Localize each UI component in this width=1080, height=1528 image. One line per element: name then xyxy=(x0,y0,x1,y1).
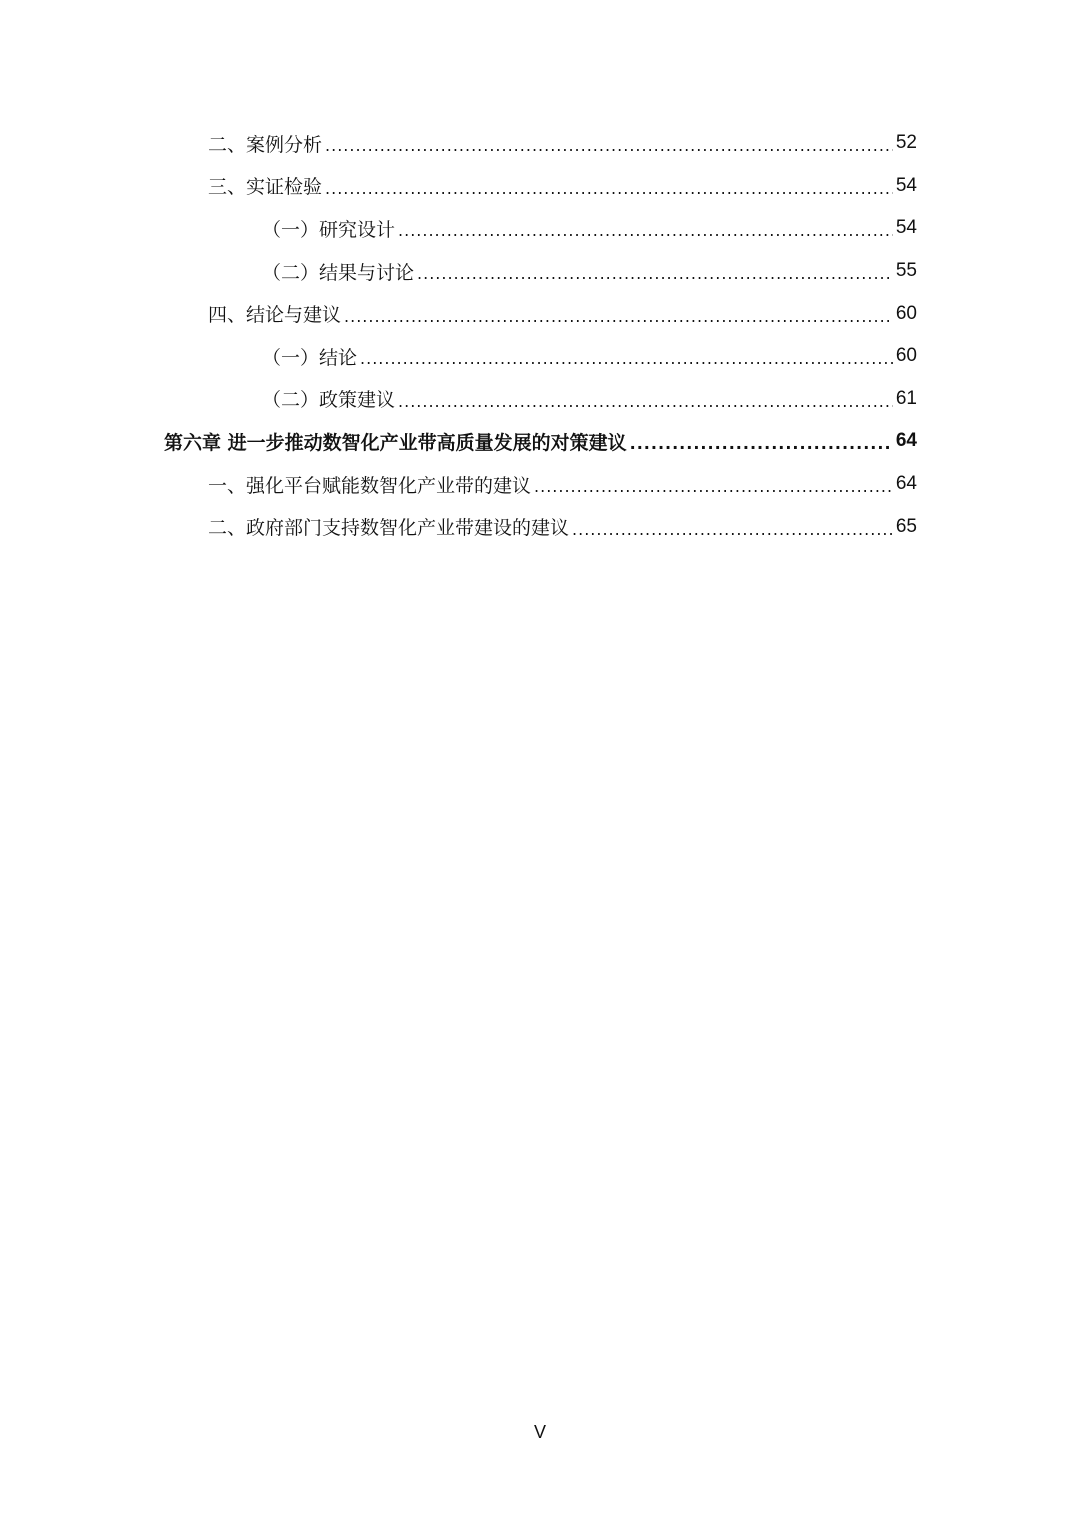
toc-dot-leader xyxy=(630,436,893,452)
toc-entry-page: 64 xyxy=(895,473,917,495)
toc-entry[interactable] xyxy=(0,122,1080,165)
toc-chapter-entry[interactable] xyxy=(0,420,1080,463)
toc-entry-title: （二）结果与讨论 xyxy=(262,261,415,284)
toc-dot-leader xyxy=(325,138,893,154)
toc-entry-page: 60 xyxy=(895,302,917,324)
toc-entry-page: 54 xyxy=(895,174,917,196)
toc-entry[interactable] xyxy=(0,250,1080,293)
toc-entry[interactable] xyxy=(0,165,1080,208)
toc-entry[interactable] xyxy=(0,335,1080,378)
toc-entry-title: 三、实证检验 xyxy=(208,176,323,199)
toc-dot-leader xyxy=(534,479,893,495)
toc-entry-page: 55 xyxy=(895,260,917,282)
toc-entry-page: 61 xyxy=(895,387,917,409)
toc-entry-page: 65 xyxy=(895,515,917,537)
toc-entry[interactable] xyxy=(0,463,1080,506)
toc-dot-leader xyxy=(572,522,893,538)
toc-entry-title: 四、结论与建议 xyxy=(208,304,342,327)
toc-dot-leader xyxy=(344,309,893,325)
toc-entry-page: 60 xyxy=(895,345,917,367)
toc-entry-title: （一）结论 xyxy=(262,346,358,369)
toc-entry-title: （二）政策建议 xyxy=(262,389,396,412)
toc-entry-page: 52 xyxy=(895,132,917,154)
page-number: V xyxy=(533,1422,546,1442)
toc-dot-leader xyxy=(398,223,893,239)
toc-entry-page: 64 xyxy=(895,430,917,452)
toc-entry-title: 一、强化平台赋能数智化产业带的建议 xyxy=(208,474,532,497)
toc-entry[interactable] xyxy=(0,292,1080,335)
toc-dot-leader xyxy=(417,266,893,282)
toc-entry[interactable] xyxy=(0,207,1080,250)
toc-entry[interactable] xyxy=(0,378,1080,421)
toc-entry-title: 二、政府部门支持数智化产业带建设的建议 xyxy=(208,517,570,540)
toc-dot-leader xyxy=(325,181,893,197)
toc-entry[interactable] xyxy=(0,505,1080,548)
toc-entry-title: 二、案例分析 xyxy=(208,133,323,156)
toc-entry-title: （一）研究设计 xyxy=(262,218,396,241)
toc-dot-leader xyxy=(398,394,893,410)
table-of-contents xyxy=(0,122,1080,548)
toc-entry-title: 第六章 进一步推动数智化产业带高质量发展的对策建议 xyxy=(164,431,627,454)
toc-entry-page: 54 xyxy=(895,217,917,239)
toc-dot-leader xyxy=(360,351,893,367)
